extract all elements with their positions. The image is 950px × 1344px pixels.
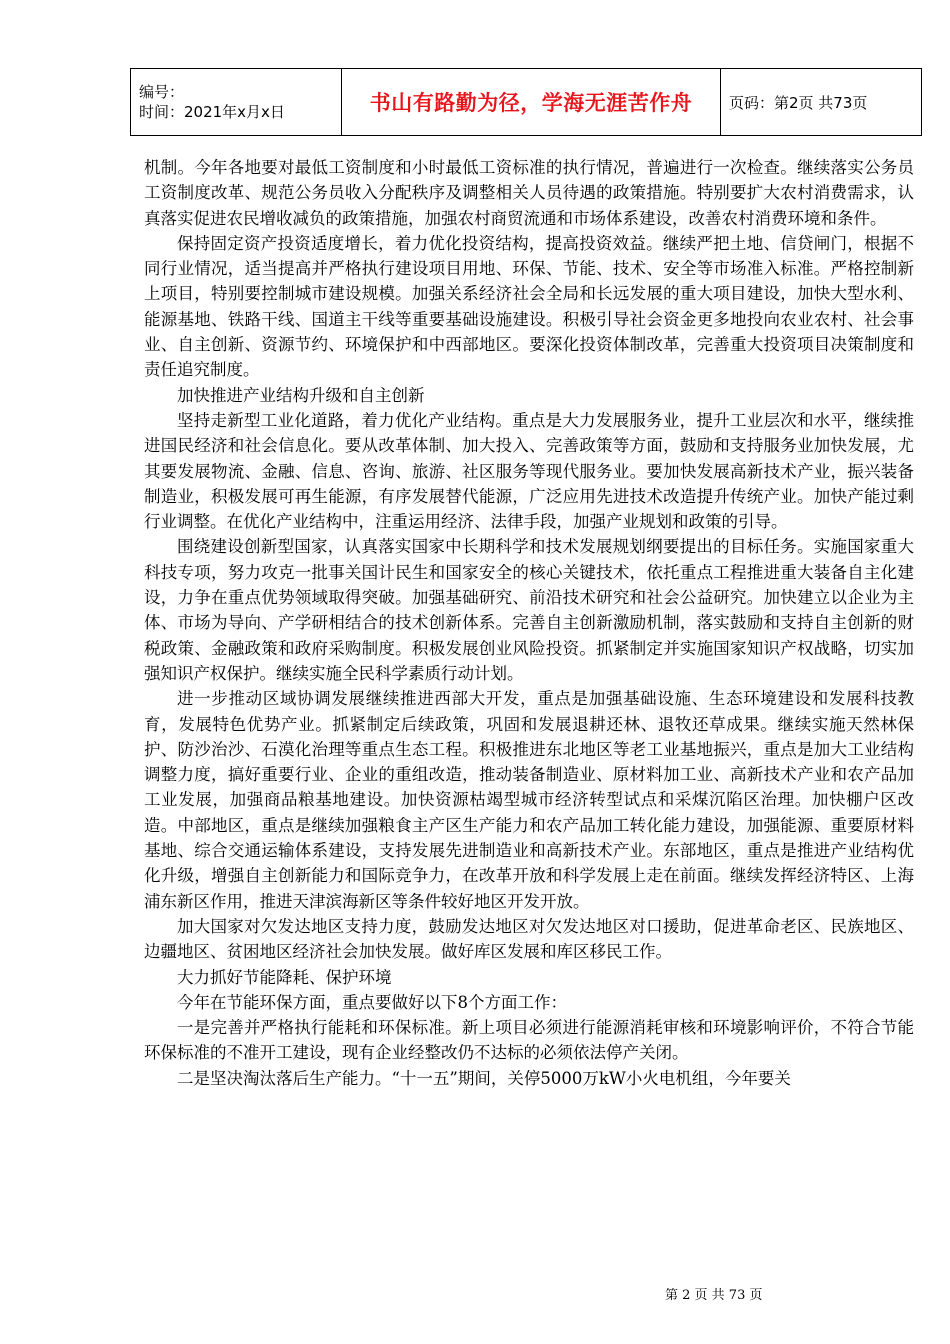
header-motto: 书山有路勤为径，学海无涯苦作舟 (342, 69, 721, 136)
header-table (130, 68, 922, 136)
document-number-label: 编号： (139, 83, 185, 101)
document-body (144, 155, 914, 1091)
paragraph: 一是完善并严格执行能耗和环保标准。新上项目必须进行能源消耗审核和环境影响评价，不符合节能环保标准的不准开工建设，现有企业经整改仍不达标的必须依法停产关闭。 (144, 1018, 914, 1063)
paragraph: 加大国家对欠发达地区支持力度，鼓励发达地区对欠发达地区对口援助，促进革命老区、民族地区、边疆地区、贫困地区经济社会加快发展。做好库区发展和库区移民工作。 (144, 916, 914, 962)
header-page-number: 页码：第2页 共73页 (721, 69, 922, 136)
paragraph: 坚持走新型工业化道路，着力优化产业结构。重点是大力发展服务业，提升工业层次和水平，继续推进国民经济和社会信息化。要从改革体制、加大投入、完善政策等方面，鼓励和支持服务业加快发展，尤其要发展物流、金融、信息、咨询、旅游、社区服务等现代服务业。要加快发展高新技术产业，振兴装备制造业，积极发展可再生能源，有序发展替代能源，广泛应用先进技术改造提升传统产业。加快产能过剩行业调整。在优化产业结构中，注重运用经济、法律手段，加强产业规划和政策的引导。 (144, 410, 914, 532)
paragraph: 围绕建设创新型国家，认真落实国家中长期科学和技术发展规划纲要提出的目标任务。实施国家重大科技专项，努力攻克一批事关国计民生和国家安全的核心关键技术，依托重点工程推进重大装备自主化建设，力争在重点优势领域取得突破。加强基础研究、前沿技术研究和社会公益研究。加快建立以企业为主体、市场为导向、产学研相结合的技术创新体系。完善自主创新激励机制，落实鼓励和支持自主创新的财税政策、金融政策和政府采购制度。积极发展创业风险投资。抓紧制定并实施国家知识产权战略，切实加强知识产权保护。继续实施全民科学素质行动计划。 (144, 537, 914, 683)
paragraph: 进一步推动区域协调发展继续推进西部大开发，重点是加强基础设施、生态环境建设和发展科技教育，发展特色优势产业。抓紧制定后续政策，巩固和发展退耕还林、退牧还草成果。继续实施天然林保护、防沙治沙、石漠化治理等重点生态工程。积极推进东北地区等老工业基地振兴，重点是加大工业结构调整力度，搞好重要行业、企业的重组改造，推动装备制造业、原材料加工业、高新技术产业和农产品加工业发展，加强商品粮基地建设。加快资源枯竭型城市经济转型试点和采煤沉陷区治理。加快棚户区改造。中部地区，重点是继续加强粮食主产区生产能力和农产品加工转化能力建设，加强能源、重要原材料基地、综合交通运输体系建设，支持发展先进制造业和高新技术产业。东部地区，重点是推进产业结构优化升级，增强自主创新能力和国际竞争力，在改革开放和科学发展上走在前面。继续发挥经济特区、上海浦东新区作用，推进天津滨海新区等条件较好地区开发开放。 (144, 689, 914, 911)
paragraph: 今年在节能环保方面，重点要做好以下8个方面工作： (177, 992, 567, 1012)
header-meta-cell (131, 69, 342, 136)
document-time-label: 时间：2021年x月x日 (139, 103, 285, 121)
section-heading: 加快推进产业结构升级和自主创新 (177, 385, 425, 405)
paragraph: 二是坚决淘汰落后生产能力。“十一五”期间，关停5000万kW小火电机组，今年要关 (177, 1068, 791, 1088)
paragraph: 机制。今年各地要对最低工资制度和小时最低工资标准的执行情况，普遍进行一次检查。继续落实公务员工资制度改革、规范公务员收入分配秩序及调整相关人员待遇的政策措施。特别要扩大农村消费需求，认真落实促进农民增收减负的政策措施，加强农村商贸流通和市场体系建设，改善农村消费环境和条件。 (144, 158, 914, 228)
page-footer: 第 2 页 共 73 页 (665, 1288, 763, 1303)
paragraph: 保持固定资产投资适度增长，着力优化投资结构，提高投资效益。继续严把土地、信贷闸门，根据不同行业情况，适当提高并严格执行建设项目用地、环保、节能、技术、安全等市场准入标准。严格控制新上项目，特别要控制城市建设规模。加强关系经济社会全局和长远发展的重大项目建设，加快大型水利、能源基地、铁路干线、国道主干线等重要基础设施建设。积极引导社会资金更多地投向农业农村、社会事业、自主创新、资源节约、环境保护和中西部地区。要深化投资体制改革，完善重大投资项目决策制度和责任追究制度。 (144, 233, 914, 380)
section-heading: 大力抓好节能降耗、保护环境 (177, 967, 392, 987)
